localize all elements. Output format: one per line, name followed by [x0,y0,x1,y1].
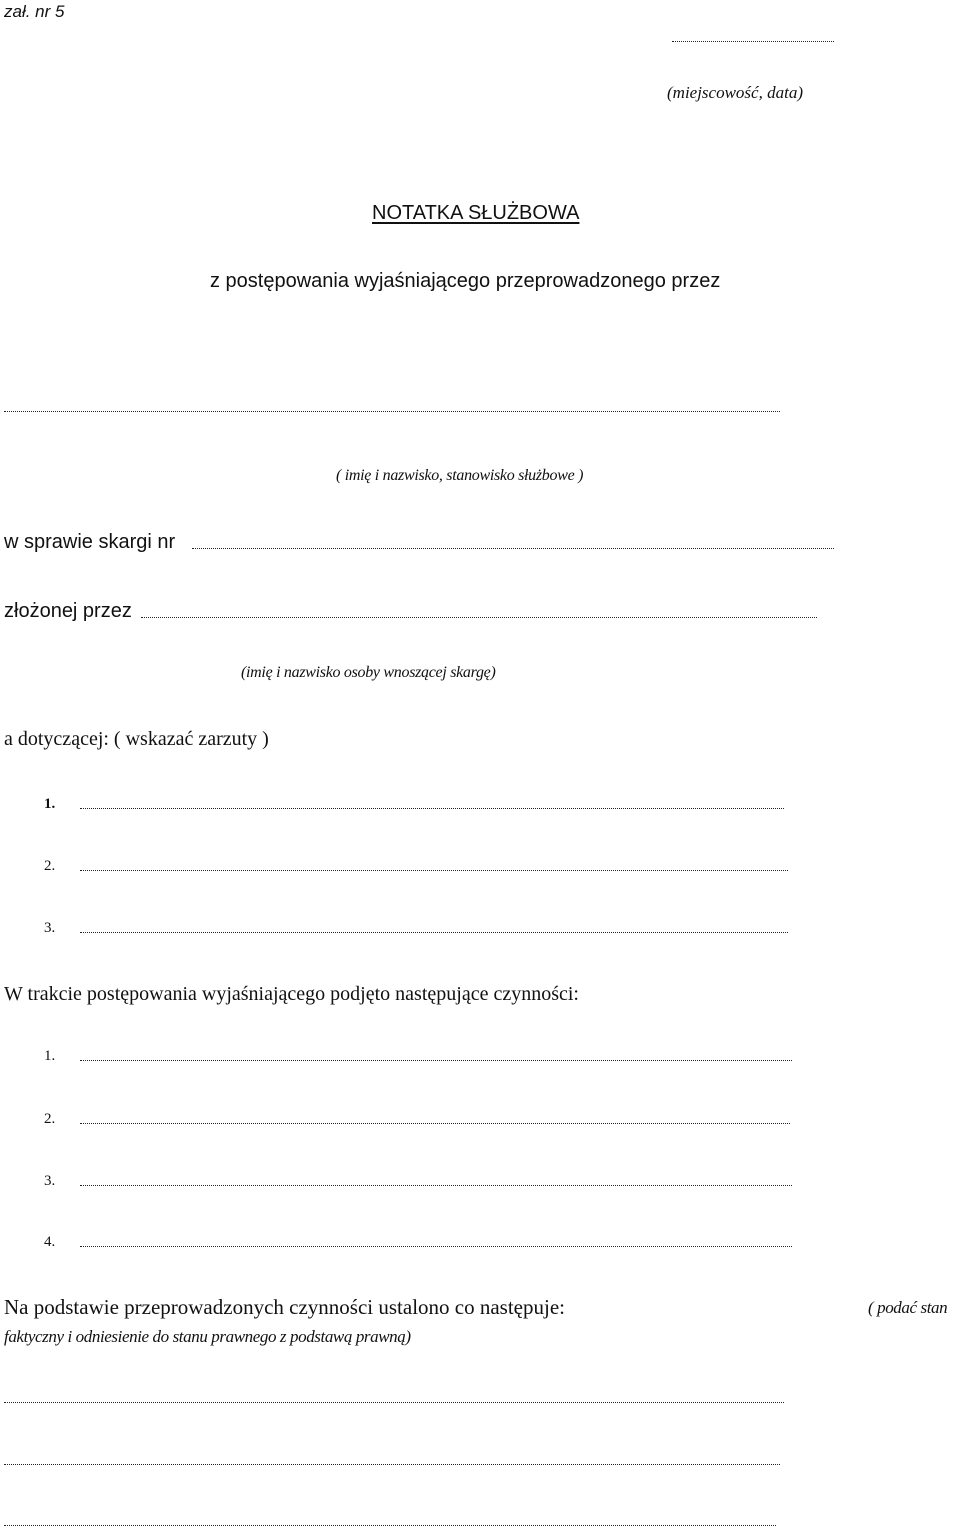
document-title: NOTATKA SŁUŻBOWA [372,202,580,224]
action-dotted-line-2 [80,1122,790,1124]
allegation-number-2: 2. [44,858,56,874]
investigator-caption: ( imię i nazwisko, stanowisko służbowe ) [336,467,584,484]
action-dotted-line-4 [80,1245,792,1247]
complaint-number-dotted-line [192,547,834,549]
place-date-caption: (miejscowość, data) [667,83,803,102]
allegation-number-3: 3. [44,920,56,936]
investigator-dotted-line [4,410,780,412]
submitter-caption: (imię i nazwisko osoby wnoszącej skargę) [241,664,496,681]
findings-note-start: ( podać stan [868,1298,948,1317]
document-subtitle: z postępowania wyjaśniającego przeprowadzonego przez [210,270,721,292]
submitted-by-dotted-line [141,616,817,618]
attachment-label: zał. nr 5 [4,2,65,21]
findings-dotted-line-1 [4,1401,784,1403]
action-number-3: 3. [44,1173,56,1189]
findings-note-end: faktyczny i odniesienie do stanu prawnego z podstawą prawną) [4,1327,411,1346]
place-date-dotted-line [672,40,834,42]
action-number-2: 2. [44,1111,56,1127]
actions-label: W trakcie postępowania wyjaśniającego podjęto następujące czynności: [4,983,579,1005]
action-dotted-line-3 [80,1184,792,1186]
findings-label: Na podstawie przeprowadzonych czynności ustalono co następuje: [4,1295,565,1319]
allegation-dotted-line-1 [80,807,784,809]
action-dotted-line-1 [80,1059,792,1061]
action-number-4: 4. [44,1234,56,1250]
findings-dotted-line-2 [4,1463,780,1465]
allegation-dotted-line-3 [80,931,788,933]
allegation-dotted-line-2 [80,869,788,871]
action-number-1: 1. [44,1048,56,1064]
allegations-label: a dotyczącej: ( wskazać zarzuty ) [4,728,269,750]
complaint-number-label: w sprawie skargi nr [4,531,176,553]
findings-dotted-line-3 [4,1524,776,1526]
allegation-number-1: 1. [44,796,56,812]
submitted-by-label: złożonej przez [4,600,132,622]
